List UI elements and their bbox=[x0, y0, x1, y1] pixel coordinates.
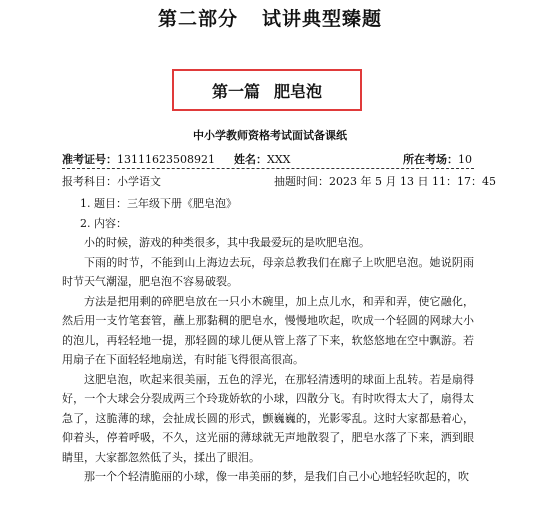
part-title-left: 第二部分 bbox=[157, 8, 238, 30]
subject-time-row bbox=[62, 173, 496, 189]
chapter-label: 第一篇 bbox=[211, 81, 260, 101]
exam-room-field bbox=[403, 151, 472, 167]
name-label: 姓名： bbox=[234, 153, 267, 166]
draw-time: 抽题时间：2023 年 5 月 13 日 11：17：45 bbox=[274, 175, 496, 188]
content-item: 2. 内容： bbox=[80, 216, 127, 230]
paragraph: 小的时候，游戏的种类很多，其中我最爱玩的是吹肥皂泡。 bbox=[84, 236, 370, 249]
paragraph: 方法是把用剩的碎肥皂放在一只小木碗里，加上点儿水，和弄和弄，使它融化，然后用一支竹笔套管，蘸上那黏稠的肥皂水，慢慢地吹起，吹成一个轻圆的网球大小的泡儿，再轻轻地一提，那轻圆的球儿便从管上落了下来，软悠悠地在空中飘游。若用扇子在下面轻轻地扇送，有时能飞得很高很高。 bbox=[62, 294, 474, 366]
chapter-title: 肥皂泡 bbox=[274, 81, 323, 101]
part-title-right: 试讲典型臻题 bbox=[262, 8, 383, 30]
exam-number-label: 准考证号： bbox=[62, 153, 117, 166]
paragraph: 这肥皂泡，吹起来很美丽，五色的浮光，在那轻清透明的球面上乱转。若是扇得好，一个大球会分裂成两三个玲珑娇软的小球，四散分飞。有时吹得太大了，扇得太急了，这脆薄的球，会扯成长圆的形式，颤巍巍的，光影零乱。这时大家都悬着心，仰着头，停着呼吸，不久，这光丽的薄球就无声地散裂了，肥皂水落了下来，洒到眼睛里，大家都忽然低了头，揉出了眼泪。 bbox=[62, 372, 474, 464]
exam-room-value: 10 bbox=[458, 153, 472, 166]
name-value: XXX bbox=[267, 153, 291, 166]
paragraph: 那一个个轻清脆丽的小球，像一串美丽的梦，是我们自己小心地轻轻吹起的，吹 bbox=[84, 470, 469, 483]
topic-item: 1. 题目：三年级下册《肥皂泡》 bbox=[80, 197, 237, 210]
subject: 报考科目：小学语文 bbox=[62, 175, 161, 188]
part-title bbox=[0, 4, 540, 31]
exam-number-field bbox=[62, 151, 215, 167]
lesson-content bbox=[62, 194, 474, 487]
name-field bbox=[234, 151, 291, 167]
paragraph: 下雨的时节，不能到山上海边去玩，母亲总教我们在廊子上吹肥皂泡。她说阴雨时节天气潮湿，肥皂泡不容易破裂。 bbox=[62, 255, 474, 288]
exam-info-row bbox=[62, 151, 474, 169]
chapter-title-box bbox=[172, 69, 362, 111]
exam-number-value: 13111623508921 bbox=[117, 153, 215, 166]
exam-room-label: 所在考场： bbox=[403, 153, 458, 166]
form-subtitle: 中小学教师资格考试面试备课纸 bbox=[193, 129, 347, 142]
